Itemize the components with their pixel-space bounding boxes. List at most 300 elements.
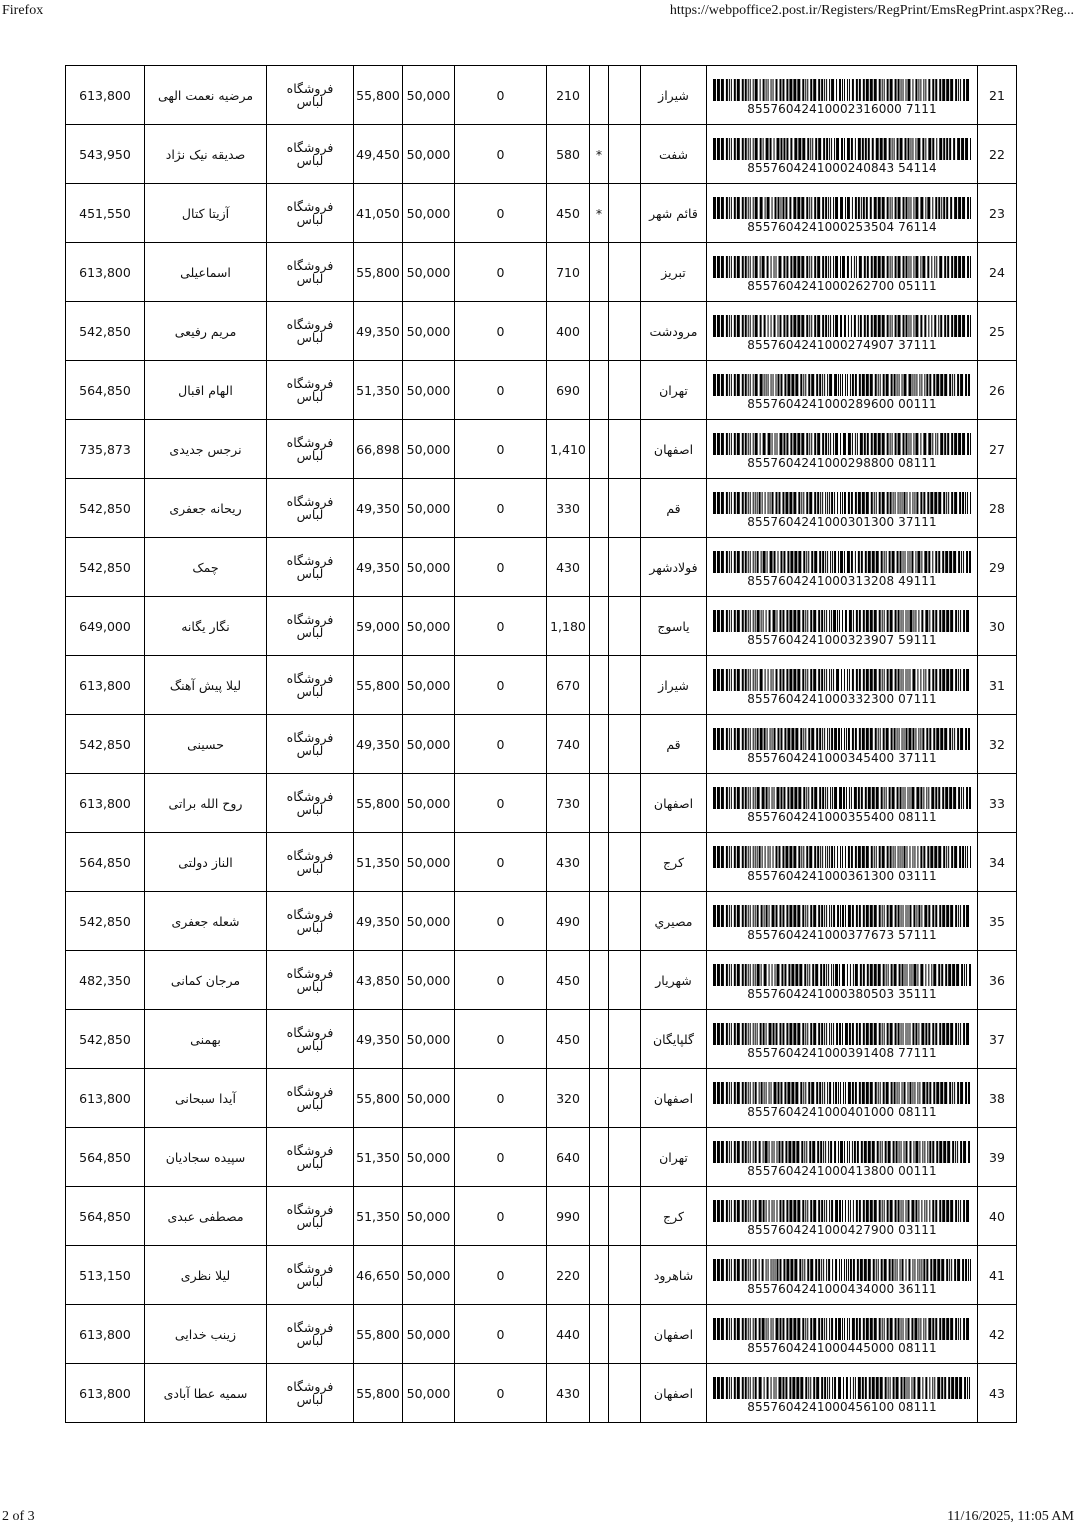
shop-line: لباس [296,1215,324,1230]
barcode-image [713,1082,971,1104]
total-amount-text: 482,350 [79,972,131,988]
recipient-name-cell [145,1187,267,1246]
flag-cell [590,184,609,243]
declared-value-cell [403,1069,455,1128]
empty-cell [609,1128,641,1187]
weight-cell [547,656,590,715]
cod-cell [455,184,547,243]
tracking-number: 8557604241000391408 77111 [747,1045,937,1060]
sender-shop-cell [267,833,354,892]
declared-value-cell [403,1364,455,1423]
weight-text: 1,180 [550,618,586,634]
declared-value-cell [403,125,455,184]
row-number-cell [978,597,1017,656]
declared-value-text: 50,000 [406,618,451,634]
total-amount-text: 451,550 [79,205,131,221]
print-header [0,3,1080,23]
recipient-name-text: روح الله براتی [168,795,243,811]
postage-text: 55,800 [356,1326,400,1342]
destination-city-text: تبریز [661,264,686,280]
weight-text: 690 [556,382,580,398]
postage-text: 51,350 [356,854,400,870]
recipient-name-text: حسینی [187,736,224,752]
empty-cell [609,597,641,656]
row-number-text: 35 [989,913,1005,929]
total-amount-cell [66,597,145,656]
weight-cell [547,833,590,892]
weight-text: 1,410 [550,441,586,457]
flag-cell [590,715,609,774]
total-amount-text: 735,873 [79,441,131,457]
recipient-name-text: نگار یگانه [181,618,230,634]
tracking-number: 8557604241000240843 54114 [747,160,937,175]
row-number-text: 24 [989,264,1005,280]
postage-text: 51,350 [356,1149,400,1165]
table-row [66,66,1017,125]
declared-value-cell [403,774,455,833]
shop-line: فروشگاه [286,612,334,627]
postage-text: 55,800 [356,1090,400,1106]
barcode-image [713,551,971,573]
barcode-cell [707,66,978,125]
total-amount-cell [66,1187,145,1246]
shop-line: لباس [296,743,324,758]
recipient-name-text: مرضیه نعمت الهی [157,87,254,103]
recipient-name-text: مصطفی عبدی [167,1208,244,1224]
postage-cell [354,125,403,184]
recipient-name-cell [145,1305,267,1364]
barcode-image [713,905,971,927]
table-row [66,774,1017,833]
table-row [66,1187,1017,1246]
recipient-name-text: چمک [192,559,219,575]
shop-line: لباس [296,625,324,640]
declared-value-cell [403,1246,455,1305]
tracking-number: 8557604241000380503 35111 [747,986,937,1001]
row-number-cell [978,1305,1017,1364]
table-row [66,184,1017,243]
destination-city-cell [641,597,707,656]
cod-cell [455,66,547,125]
cod-cell [455,774,547,833]
postage-cell [354,1364,403,1423]
destination-city-text: کرج [663,1208,684,1224]
flag-cell [590,1187,609,1246]
total-amount-cell [66,538,145,597]
row-number-text: 42 [989,1326,1005,1342]
flag-cell [590,420,609,479]
total-amount-cell [66,1246,145,1305]
row-number-cell [978,1187,1017,1246]
total-amount-cell [66,1364,145,1423]
recipient-name-text: مریم رفیعی [174,323,237,339]
barcode-image [713,256,971,278]
row-number-cell [978,66,1017,125]
empty-cell [609,1305,641,1364]
postage-text: 49,350 [356,323,400,339]
row-number-cell [978,184,1017,243]
barcode-image [713,315,971,337]
destination-city-text: مرودشت [649,323,698,339]
recipient-name-cell [145,1246,267,1305]
row-number-text: 30 [989,618,1005,634]
cod-text: 0 [496,854,505,870]
barcode-cell [707,656,978,715]
barcode-image [713,138,971,160]
table-row [66,361,1017,420]
postage-text: 49,350 [356,1031,400,1047]
postage-text: 49,350 [356,913,400,929]
sender-shop-cell [267,715,354,774]
declared-value-text: 50,000 [406,1090,451,1106]
recipient-name-text: آیدا سبحانی [175,1090,236,1106]
weight-cell [547,715,590,774]
destination-city-cell [641,892,707,951]
sender-shop-cell [267,361,354,420]
shop-line: فروشگاه [286,789,334,804]
recipient-name-text: شعله جعفری [171,913,240,929]
postage-cell [354,184,403,243]
row-number-cell [978,833,1017,892]
declared-value-cell [403,715,455,774]
destination-city-text: مصیري [654,913,693,929]
weight-text: 490 [556,913,580,929]
row-number-text: 29 [989,559,1005,575]
recipient-name-text: الهام اقبال [178,382,233,398]
destination-city-cell [641,66,707,125]
cod-cell [455,125,547,184]
shop-line: فروشگاه [286,553,334,568]
total-amount-cell [66,833,145,892]
shop-line: لباس [296,861,324,876]
cod-text: 0 [496,382,505,398]
destination-city-cell [641,1010,707,1069]
tracking-number: 8557604241000355400 08111 [747,809,937,824]
barcode-image [713,492,971,514]
total-amount-cell [66,243,145,302]
cod-text: 0 [496,972,505,988]
cod-cell [455,1187,547,1246]
shop-line: لباس [296,979,324,994]
empty-cell [609,243,641,302]
table-row [66,656,1017,715]
row-number-cell [978,656,1017,715]
postage-cell [354,302,403,361]
registration-table [65,65,1017,1423]
destination-city-text: قم [666,736,681,752]
cod-cell [455,656,547,715]
postage-cell [354,774,403,833]
cod-cell [455,243,547,302]
row-number-cell [978,420,1017,479]
sender-shop-cell [267,538,354,597]
empty-cell [609,125,641,184]
declared-value-text: 50,000 [406,1326,451,1342]
tracking-number: 8557604241000301300 37111 [747,514,937,529]
postage-cell [354,951,403,1010]
total-amount-cell [66,66,145,125]
barcode-image [713,79,971,101]
empty-cell [609,361,641,420]
total-amount-text: 649,000 [79,618,131,634]
destination-city-text: اصفهان [653,1385,694,1401]
cod-cell [455,1128,547,1187]
empty-cell [609,66,641,125]
barcode-cell [707,1010,978,1069]
total-amount-text: 542,850 [79,736,131,752]
destination-city-text: شفت [658,146,689,162]
postage-text: 51,350 [356,1208,400,1224]
declared-value-text: 50,000 [406,736,451,752]
barcode-cell [707,833,978,892]
row-number-text: 37 [989,1031,1005,1047]
declared-value-cell [403,243,455,302]
postage-cell [354,420,403,479]
row-number-cell [978,479,1017,538]
postage-cell [354,833,403,892]
weight-text: 210 [556,87,580,103]
recipient-name-cell [145,125,267,184]
destination-city-text: شاهرود [653,1267,694,1283]
declared-value-text: 50,000 [406,1149,451,1165]
shop-line: لباس [296,330,324,345]
destination-city-cell [641,715,707,774]
sender-shop-cell [267,656,354,715]
weight-text: 430 [556,1385,580,1401]
shop-line: لباس [296,271,324,286]
flag-cell [590,892,609,951]
postage-text: 55,800 [356,264,400,280]
declared-value-text: 50,000 [406,854,451,870]
cod-text: 0 [496,1031,505,1047]
destination-city-cell [641,774,707,833]
tracking-number: 8557604241000262700 05111 [747,278,937,293]
cod-text: 0 [496,618,505,634]
cod-cell [455,479,547,538]
recipient-name-cell [145,1069,267,1128]
flag-cell [590,1364,609,1423]
total-amount-text: 513,150 [79,1267,131,1283]
postage-text: 59,000 [356,618,400,634]
total-amount-cell [66,1305,145,1364]
shop-line: لباس [296,1097,324,1112]
barcode-image [713,1141,971,1163]
postage-text: 55,800 [356,677,400,693]
declared-value-cell [403,538,455,597]
total-amount-cell [66,892,145,951]
declared-value-cell [403,892,455,951]
barcode-image [713,610,971,632]
postage-cell [354,538,403,597]
postage-text: 66,898 [356,441,400,457]
barcode-cell [707,1246,978,1305]
destination-city-text: تهران [659,1149,688,1165]
flag-cell [590,1069,609,1128]
cod-cell [455,715,547,774]
cod-text: 0 [496,736,505,752]
destination-city-cell [641,1246,707,1305]
table-row [66,1364,1017,1423]
recipient-name-cell [145,892,267,951]
sender-shop-cell [267,184,354,243]
shop-line: لباس [296,1156,324,1171]
shop-line: فروشگاه [286,1025,334,1040]
cod-text: 0 [496,677,505,693]
total-amount-cell [66,951,145,1010]
table-row [66,243,1017,302]
declared-value-cell [403,184,455,243]
declared-value-cell [403,1010,455,1069]
row-number-text: 34 [989,854,1005,870]
row-number-cell [978,302,1017,361]
recipient-name-cell [145,597,267,656]
row-number-text: 23 [989,205,1005,221]
weight-text: 450 [556,972,580,988]
tracking-number: 8557604241000413800 00111 [747,1163,937,1178]
postage-text: 49,350 [356,736,400,752]
destination-city-cell [641,302,707,361]
weight-text: 430 [556,559,580,575]
destination-city-cell [641,184,707,243]
destination-city-cell [641,1128,707,1187]
row-number-cell [978,1364,1017,1423]
flag-cell [590,125,609,184]
weight-cell [547,302,590,361]
destination-city-text: کرج [663,854,684,870]
empty-cell [609,1364,641,1423]
declared-value-text: 50,000 [406,264,451,280]
cod-text: 0 [496,500,505,516]
barcode-image [713,1377,971,1399]
empty-cell [609,302,641,361]
recipient-name-cell [145,243,267,302]
cod-text: 0 [496,205,505,221]
flag-cell [590,1128,609,1187]
weight-cell [547,774,590,833]
weight-text: 320 [556,1090,580,1106]
shop-line: لباس [296,448,324,463]
destination-city-cell [641,361,707,420]
flag-text: * [595,146,603,162]
barcode-image [713,787,971,809]
barcode-image [713,374,971,396]
empty-cell [609,1246,641,1305]
row-number-cell [978,361,1017,420]
row-number-text: 43 [989,1385,1005,1401]
total-amount-text: 613,800 [79,1326,131,1342]
barcode-cell [707,302,978,361]
empty-cell [609,833,641,892]
tracking-number: 8557604241000323907 59111 [747,632,937,647]
total-amount-text: 543,950 [79,146,131,162]
barcode-cell [707,420,978,479]
recipient-name-text: اسماعیلی [180,264,231,280]
recipient-name-text: آزیتا کتال [181,205,230,221]
barcode-image [713,728,971,750]
declared-value-cell [403,479,455,538]
cod-text: 0 [496,264,505,280]
total-amount-text: 542,850 [79,913,131,929]
declared-value-text: 50,000 [406,146,451,162]
cod-text: 0 [496,795,505,811]
declared-value-text: 50,000 [406,323,451,339]
tracking-number: 8557604241000434000 36111 [747,1281,937,1296]
weight-text: 440 [556,1326,580,1342]
recipient-name-cell [145,656,267,715]
empty-cell [609,951,641,1010]
total-amount-cell [66,184,145,243]
tracking-number: 8557604241000345400 37111 [747,750,937,765]
weight-text: 430 [556,854,580,870]
destination-city-text: گلپایگان [652,1031,695,1047]
barcode-cell [707,715,978,774]
barcode-image [713,433,971,455]
declared-value-cell [403,1187,455,1246]
shop-line: لباس [296,1274,324,1289]
recipient-name-cell [145,1364,267,1423]
table-row [66,715,1017,774]
row-number-cell [978,243,1017,302]
total-amount-text: 564,850 [79,854,131,870]
empty-cell [609,420,641,479]
recipient-name-text: زینب خدایی [174,1326,237,1342]
row-number-cell [978,1010,1017,1069]
page-url: https://webpoffice2.post.ir/Registers/RegPrint/EmsRegPrint.aspx?Reg... [669,3,1074,18]
shop-line: فروشگاه [286,1143,334,1158]
table-row [66,538,1017,597]
sender-shop-cell [267,479,354,538]
recipient-name-text: ریحانه جعفری [169,500,242,516]
barcode-image [713,1318,971,1340]
sender-shop-cell [267,243,354,302]
tracking-number: 8557604241000313208 49111 [747,573,937,588]
flag-cell [590,774,609,833]
weight-cell [547,1187,590,1246]
cod-cell [455,1305,547,1364]
weight-text: 220 [556,1267,580,1283]
postage-cell [354,597,403,656]
row-number-cell [978,951,1017,1010]
total-amount-text: 613,800 [79,1090,131,1106]
recipient-name-cell [145,361,267,420]
barcode-cell [707,774,978,833]
row-number-text: 32 [989,736,1005,752]
row-number-cell [978,1128,1017,1187]
total-amount-cell [66,1069,145,1128]
weight-text: 400 [556,323,580,339]
declared-value-cell [403,361,455,420]
empty-cell [609,715,641,774]
cod-text: 0 [496,1090,505,1106]
recipient-name-cell [145,1128,267,1187]
row-number-text: 21 [989,87,1005,103]
cod-cell [455,538,547,597]
barcode-cell [707,125,978,184]
postage-cell [354,1187,403,1246]
table-row [66,951,1017,1010]
postage-text: 41,050 [356,205,400,221]
cod-cell [455,597,547,656]
postage-cell [354,892,403,951]
recipient-name-text: بهمنی [190,1031,221,1047]
destination-city-text: شیراز [658,87,689,103]
declared-value-text: 50,000 [406,441,451,457]
barcode-cell [707,479,978,538]
recipient-name-cell [145,715,267,774]
sender-shop-cell [267,1364,354,1423]
postage-text: 43,850 [356,972,400,988]
destination-city-cell [641,538,707,597]
